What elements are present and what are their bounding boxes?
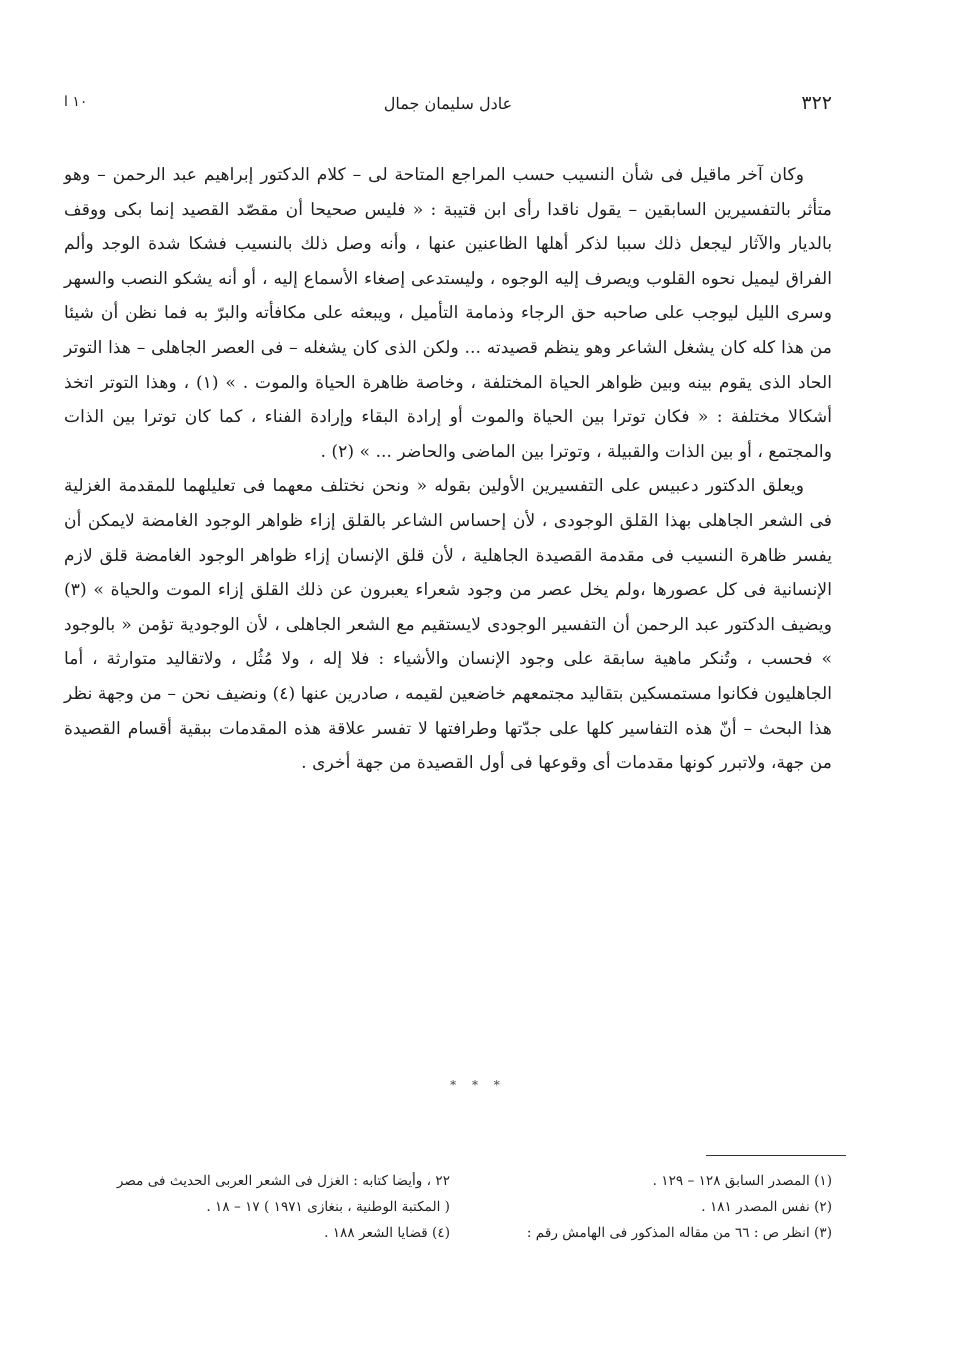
header-author: عادل سليمان جمال (383, 94, 513, 113)
section-separator: * * * (450, 1078, 506, 1092)
running-header (64, 92, 832, 122)
header-mark: ١٠ ا (64, 94, 88, 110)
footnote: ٢٢ ، وأيضا كتابه : الغزل فى الشعر العربى الحديث فى مصر (116, 1173, 450, 1189)
footnote: ( المكتبة الوطنية ، بنغازى ١٩٧١ ) ١٧ – ١٨ . (206, 1199, 450, 1215)
footnote: (٣) انظر ص : ٦٦ من مقاله المذكور فى الهامش رقم : (526, 1225, 832, 1241)
footnote-rule (706, 1155, 846, 1156)
page-number: ٣٢٢ (801, 92, 832, 114)
footnote: (١) المصدر السابق ١٢٨ – ١٢٩ . (652, 1173, 832, 1189)
footnotes-right-column (452, 1168, 832, 1246)
footnotes-left-column (64, 1168, 464, 1246)
paragraph: وكان آخر ماقيل فى شأن النسيب حسب المراجع المتاحة لى – كلام الدكتور إبراهيم عبد الرحمن – وهو متأثر بالتفسيرين السابقين – يقول ناقدا رأى ابن قتيبة : « فليس صحيحا أن مقصّد القصيد إنما بكى ووقف بالديار والآثار ليجعل ذلك سببا لذكر أهلها الظاعنين عنها ، وأنه وصل ذلك بالنسيب فشكا شدة الوجد وألم الفراق ليميل نحوه القلوب ويصرف إليه الوجوه ، وليستدعى إصغاء الأسماع إليه ، أو أنه يشكو النصب والسهر وسرى الليل ليوجب على صاحبه حق الرجاء وذمامة التأميل ، ويبعثه على مكافأته والبرّ به فما نظن أن شيئا من هذا كله كان يشغل الشاعر وهو ينظم قصيدته ... ولكن الذى كان يشغله – فى العصر الجاهلى – هذا التوتر الحاد الذى يقوم بينه وبين ظواهر الحياة المختلفة ، وخاصة ظاهرة الحياة والموت . » (١) ، وهذا التوتر اتخذ أشكالا مختلفة : « فكان توترا بين الحياة والموت أو إرادة البقاء وإرادة الفناء ، كما كان توترا بين الذات والمجتمع ، أو بين الذات والقبيلة ، وتوترا بين الماضى والحاضر ... » (٢) . (64, 165, 832, 462)
footnote: (٢) نفس المصدر ١٨١ . (701, 1199, 832, 1215)
footnote: (٤) قضايا الشعر ١٨٨ . (324, 1225, 450, 1241)
body-text (64, 158, 832, 781)
paragraph: ويعلق الدكتور دعبيس على التفسيرين الأولين بقوله « ونحن نختلف معهما فى تعليلهما للمقدمة الغزلية فى الشعر الجاهلى بهذا القلق الوجودى ، لأن إحساس الشاعر بالقلق إزاء ظواهر الوجود الغامضة لايمكن أن يفسر ظاهرة النسيب فى مقدمة القصيدة الجاهلية ، لأن قلق الإنسان إزاء ظواهر الوجود الغامضة قلق لازم الإنسانية فى كل عصورها ،ولم يخل عصر من وجود شعراء يعبرون عن ذلك القلق إزاء الموت والحياة » (٣) ويضيف الدكتور عبد الرحمن أن التفسير الوجودى لايستقيم مع الشعر الجاهلى ، لأن الوجودية تؤمن « بالوجود » فحسب ، وتُنكر ماهية سابقة على وجود الإنسان والأشياء : فلا إله ، ولا مُثُل ، ولاتقاليد متوارثة ، أما الجاهليون فكانوا مستمسكين بتقاليد مجتمعهم خاضعين لقيمه ، صادرين عنها (٤) ونضيف نحن – من وجهة نظر هذا البحث – أنّ هذه التفاسير كلها على جدّتها وطرافتها لا تفسر علاقة هذه المقدمات ببقية أقسام القصيدة من جهة، ولاتبرر كونها مقدمات أى وقوعها فى أول القصيدة من جهة أخرى . (64, 476, 832, 774)
